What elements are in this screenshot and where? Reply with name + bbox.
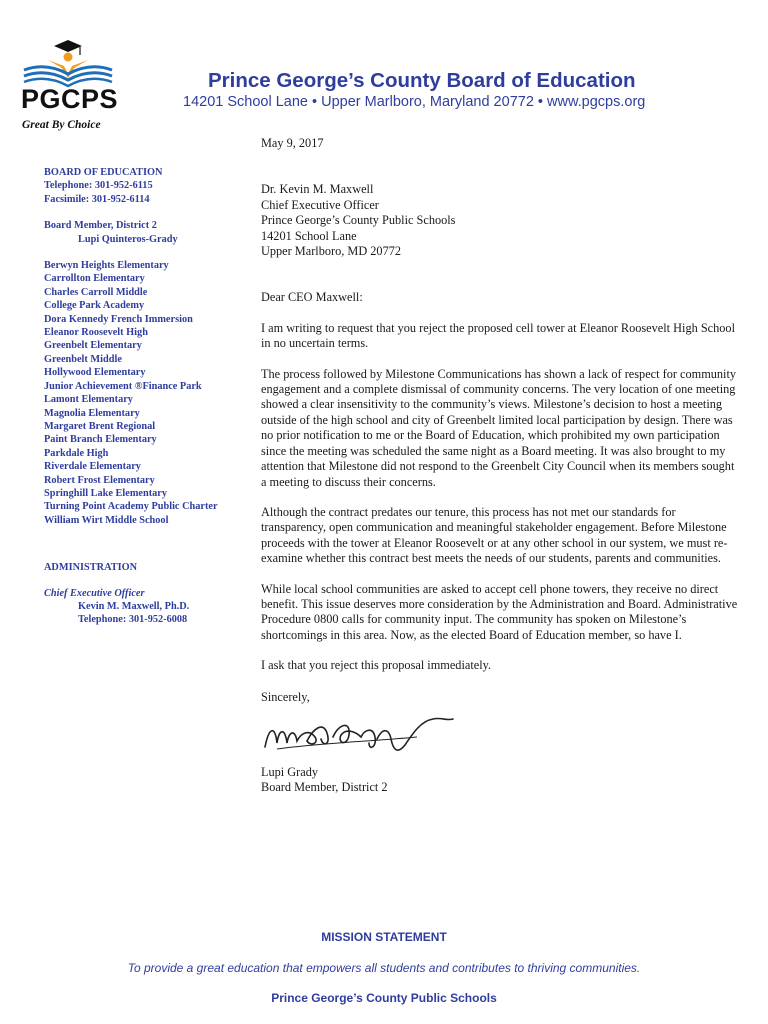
recipient-line: Upper Marlboro, MD 20772 (261, 244, 402, 259)
school-item: Parkdale High (44, 447, 109, 459)
letter-date: May 9, 2017 (261, 136, 324, 150)
footer-org-name: Prince George’s County Public Schools (271, 991, 497, 1005)
ceo-phone: Telephone: 301-952-6008 (78, 614, 188, 626)
paragraph: Although the contract predates our tenure, this process has not met our standards for transparency, open communication and meaningful stakeholder engagement. Before Milestone proceeds with the tower at Eleanor Roosevelt or at any other school in our system, we must re-examine whether this contract best meets the needs of our students, parents and communities. (261, 504, 728, 566)
member-title: Board Member, District 2 (44, 220, 157, 232)
paragraph: I am writing to request that you reject the proposed cell tower at Eleanor Roosevelt High School in no uncertain terms. (261, 320, 735, 351)
school-item: Greenbelt Elementary (44, 340, 142, 352)
school-item: Turning Point Academy Public Charter (44, 501, 218, 513)
signer-title: Board Member, District 2 (261, 780, 388, 795)
recipient-line: 14201 School Lane (261, 228, 357, 243)
salutation: Dear CEO Maxwell: (261, 290, 363, 305)
school-item: Greenbelt Middle (44, 353, 122, 365)
school-item: Carrollton Elementary (44, 273, 145, 285)
paragraph: I ask that you reject this proposal immediately. (261, 658, 492, 673)
recipient-line: Dr. Kevin M. Maxwell (261, 182, 374, 197)
paragraph: The process followed by Milestone Communications has shown a lack of respect for community engagement and a complete dismissal of community concerns. The very location of one meeting showed a clear insensitivity to the community’s views. Milestone’s decision to host a meeting outside of the high school and city of Greenbelt limited local participation by design. There was no prior notification to me or the Board of Education, which prohibited my own participation since the meeting was scheduled the same night as a Board meeting. It was also brought to my attention that Milestone did not respond to the Greenbelt City Council when its members sought a meeting to discuss their concerns. (261, 366, 737, 489)
school-item: Paint Branch Elementary (44, 434, 157, 446)
member-name: Lupi Quinteros-Grady (78, 233, 178, 245)
org-name: Prince George’s County Board of Education (208, 69, 636, 92)
recipient-line: Prince George’s County Public Schools (261, 213, 456, 228)
signature-icon (257, 707, 457, 759)
org-address: 14201 School Lane • Upper Marlboro, Maryland 20772 • www.pgcps.org (183, 94, 646, 110)
school-item: College Park Academy (44, 300, 145, 312)
school-item: Riverdale Elementary (44, 461, 141, 473)
signer-name: Lupi Grady (261, 764, 319, 779)
ceo-name: Kevin M. Maxwell, Ph.D. (78, 600, 190, 612)
school-item: Robert Frost Elementary (44, 474, 155, 486)
letter-body (261, 136, 741, 796)
paragraph: While local school communities are asked to accept cell phone towers, they receive no direct benefit. This issue deserves more consideration by the Administration and Board. Administrative Procedure 0800 calls for community input. The community has spoken on Milestone’s shortcomings in this area. Now, as the elected Board of Education member, so have I. (261, 581, 738, 642)
mission-text: To provide a great education that empowers all students and contributes to thriving communities. (127, 961, 641, 975)
mission-title: MISSION STATEMENT (321, 930, 447, 944)
school-item: Junior Achievement ®Finance Park (44, 380, 202, 392)
school-item: Dora Kennedy French Immersion (44, 313, 193, 325)
school-item: Charles Carroll Middle (44, 286, 148, 298)
sidebar (44, 166, 249, 627)
board-telephone: Telephone: 301-952-6115 (44, 180, 153, 192)
school-item: Margaret Brent Regional (44, 420, 156, 432)
ceo-title: Chief Executive Officer (44, 587, 145, 599)
school-list (44, 259, 249, 527)
school-item: Berwyn Heights Elementary (44, 260, 169, 272)
board-facsimile: Facsimile: 301-952-6114 (44, 193, 150, 205)
board-title: BOARD OF EDUCATION (44, 167, 163, 178)
school-item: Magnolia Elementary (44, 407, 140, 419)
admin-title: ADMINISTRATION (44, 562, 138, 574)
school-item: William Wirt Middle School (44, 514, 169, 526)
recipient-line: Chief Executive Officer (261, 197, 379, 212)
school-item: Eleanor Roosevelt High (44, 327, 148, 339)
school-item: Hollywood Elementary (44, 367, 146, 379)
closing: Sincerely, (261, 689, 310, 704)
school-item: Springhill Lake Elementary (44, 487, 167, 499)
logo-text: PGCPS (21, 84, 119, 114)
school-item: Lamont Elementary (44, 394, 133, 406)
logo-tagline: Great By Choice (22, 119, 101, 131)
